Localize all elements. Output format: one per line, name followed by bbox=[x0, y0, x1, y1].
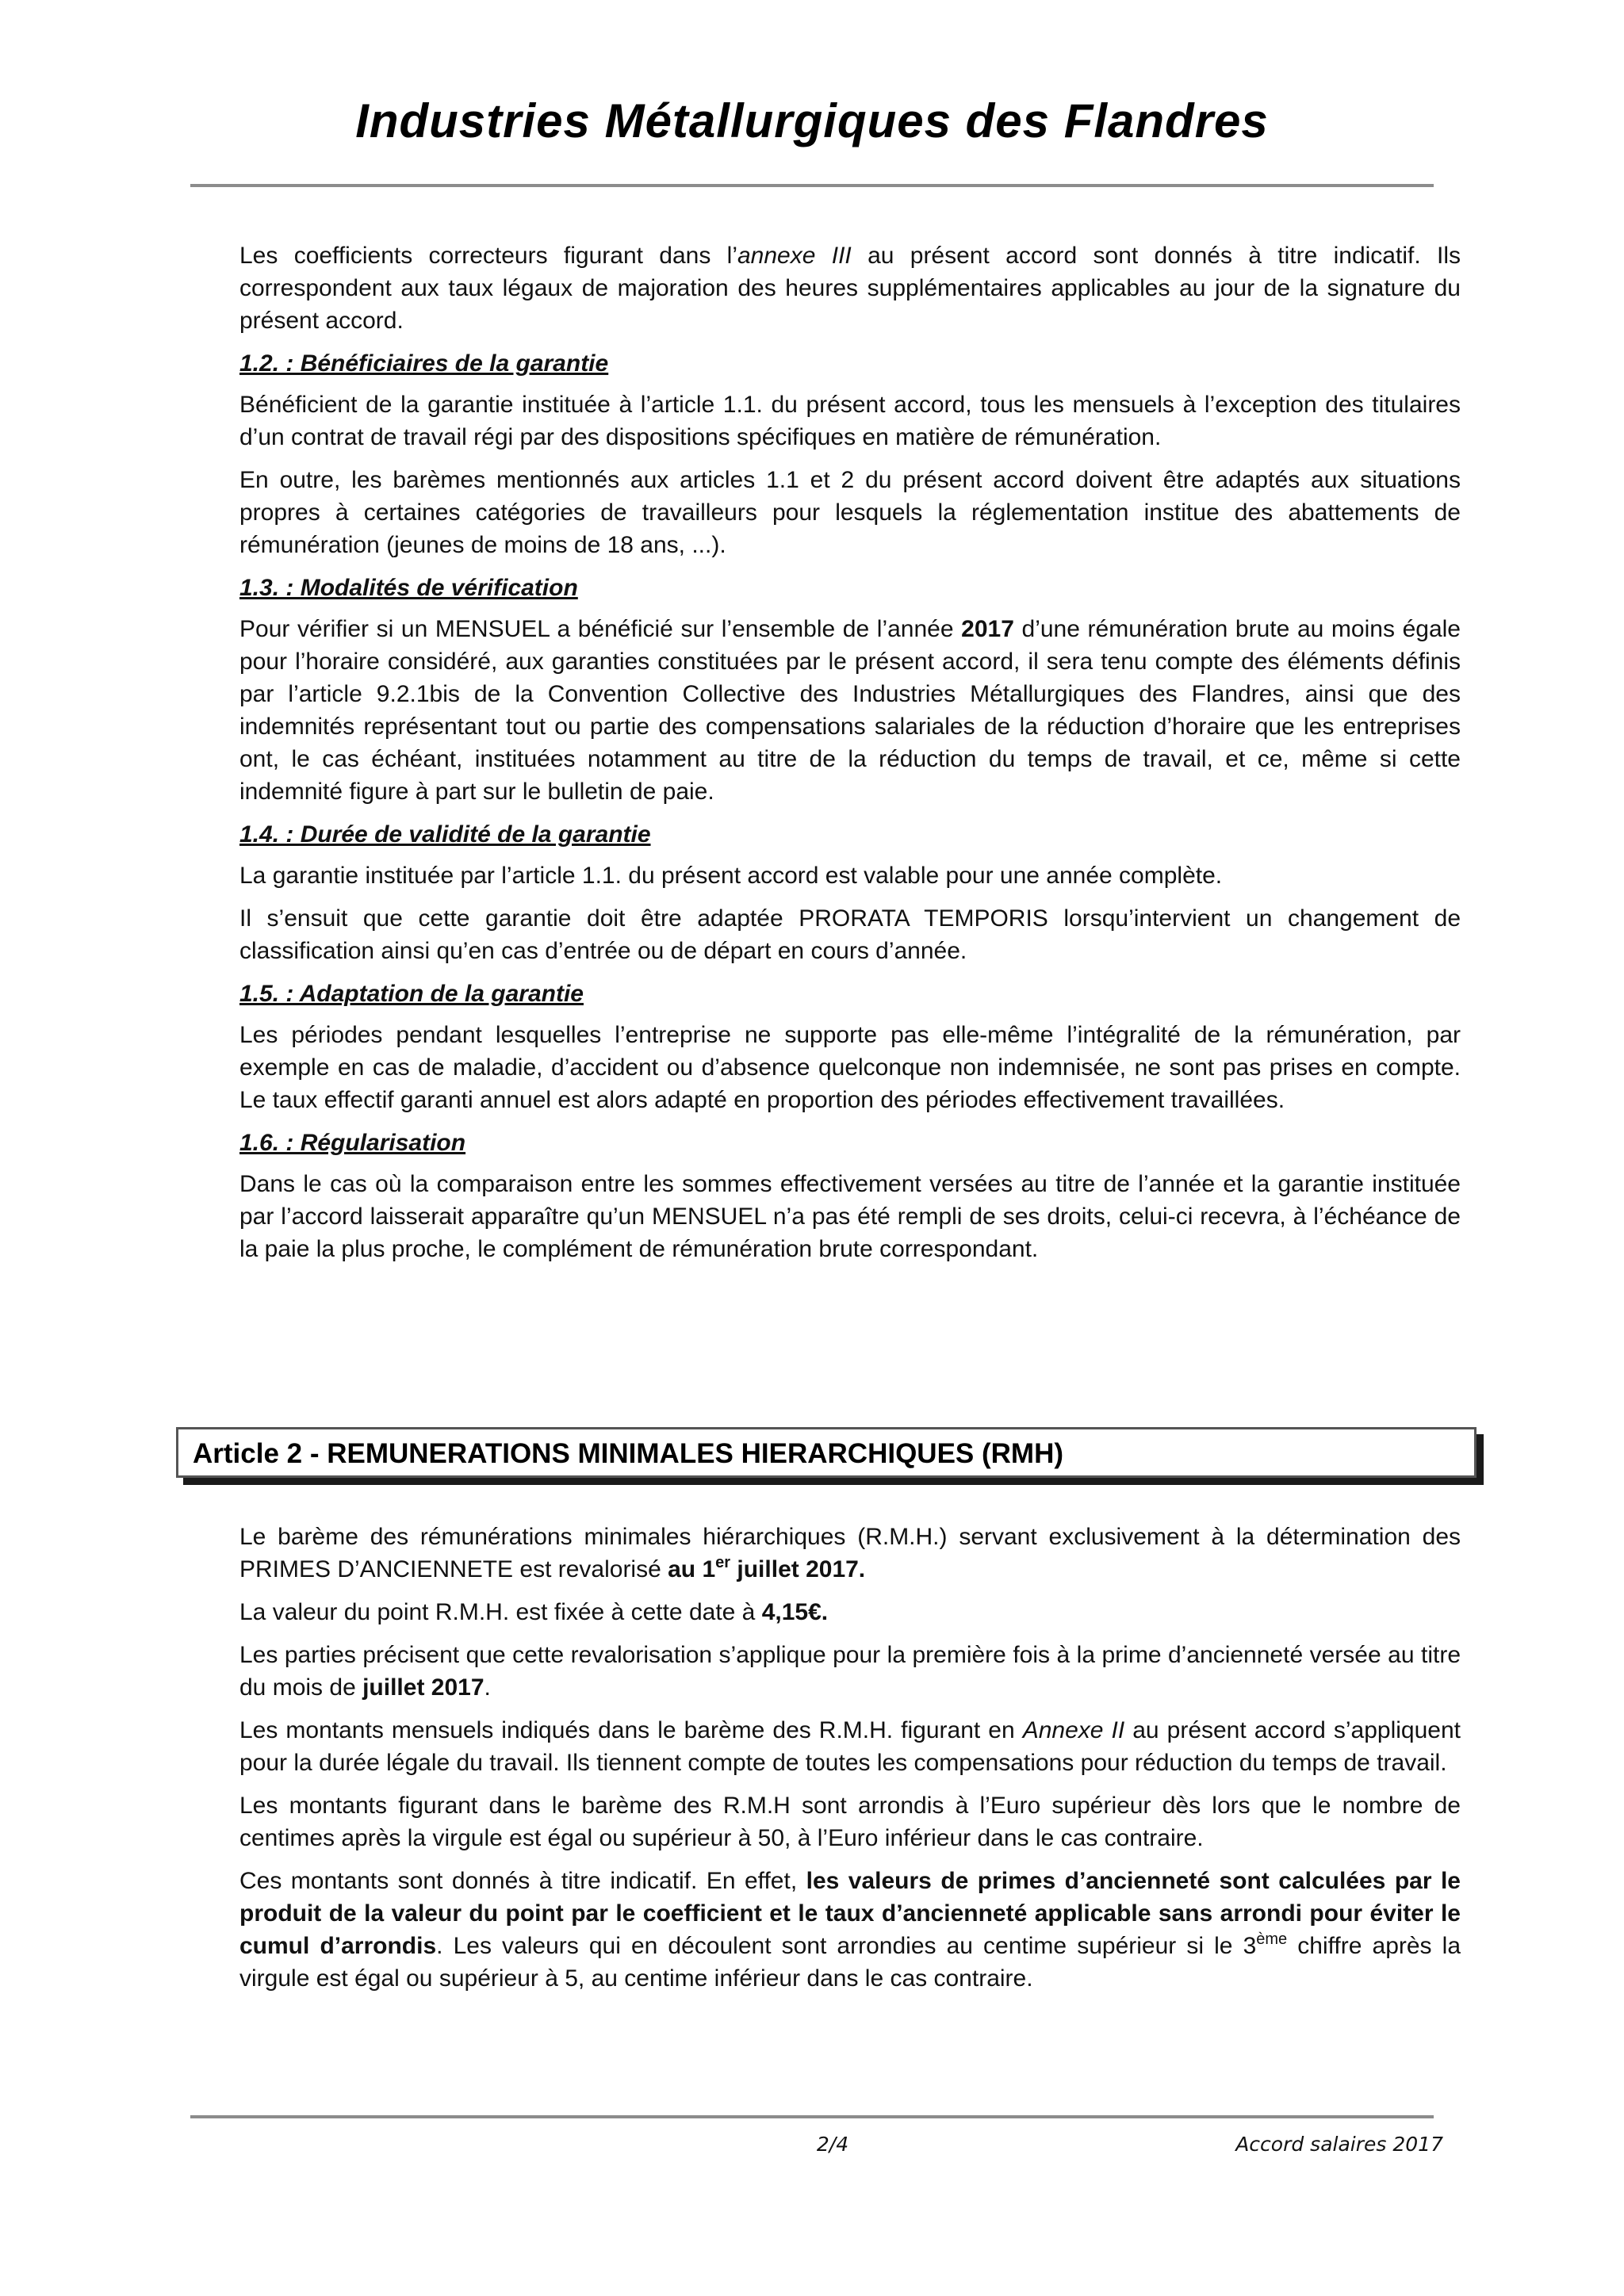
article-2-paragraph-3: Les parties précisent que cette revalorisation s’applique pour la première fois à la prime d’ancienneté versée au titre du mois de juillet 2017. bbox=[239, 1642, 1461, 1701]
paragraph-1-4-b: Il s’ensuit que cette garantie doit être adaptée PRORATA TEMPORIS lorsqu’intervient un changement de classification ainsi qu’en cas d’entrée ou de départ en cours d’année. bbox=[239, 905, 1461, 964]
heading-1-3: 1.3. : Modalités de vérification bbox=[239, 575, 578, 601]
heading-1-6: 1.6. : Régularisation bbox=[239, 1130, 466, 1156]
article-2-body bbox=[239, 1521, 1461, 2005]
article-2-paragraph-4: Les montants mensuels indiqués dans le barème des R.M.H. figurant en Annexe II au présent accord s’appliquent pour la durée légale du travail. Ils tiennent compte de toutes les compensations pour réduction du temps de travail. bbox=[239, 1717, 1461, 1776]
heading-1-5: 1.5. : Adaptation de la garantie bbox=[239, 981, 584, 1007]
paragraph-1-2-a: Bénéficient de la garantie instituée à l’article 1.1. du présent accord, tous les mensuels à l’exception des titulaires d’un contrat de travail régi par des dispositions spécifiques en matière de rémunération. bbox=[239, 392, 1461, 450]
article-2-paragraph-6: Ces montants sont donnés à titre indicatif. En effet, les valeurs de primes d’ancienneté sont calculées par le produit de la valeur du point par le coefficient et le taux d’ancienneté applicable sans arrondi pour éviter le cumul d’arrondis. Les valeurs qui en découlent sont arrondies au centime supérieur si le 3ème chiffre après la virgule est égal ou supérieur à 5, au centime inférieur dans le cas contraire. bbox=[239, 1868, 1461, 1992]
paragraph-1-2-b: En outre, les barèmes mentionnés aux articles 1.1 et 2 du présent accord doivent être adaptés aux situations propres à certaines catégories de travailleurs pour lesquels la réglementation institue des abattements de rémunération (jeunes de moins de 18 ans, ...). bbox=[239, 467, 1461, 558]
paragraph-1-5: Les périodes pendant lesquelles l’entreprise ne supporte pas elle-même l’intégralité de la rémunération, par exemple en cas de maladie, d’accident ou d’absence quelconque non indemnisée, ne sont pas prises en compte. Le taux effectif garanti annuel est alors adapté en proportion des périodes effectivement travaillées. bbox=[239, 1022, 1461, 1113]
page-number: 2/4 bbox=[816, 2133, 849, 2156]
article-2-title: Article 2 - REMUNERATIONS MINIMALES HIERARCHIQUES (RMH) bbox=[193, 1438, 1064, 1469]
header-divider bbox=[190, 184, 1434, 187]
intro-paragraph: Les coefficients correcteurs figurant dans l’annexe III au présent accord sont donnés à titre indicatif. Ils correspondent aux taux légaux de majoration des heures supplémentaires applicables au jour de la signature du présent accord. bbox=[239, 243, 1461, 334]
article-2-paragraph-1: Le barème des rémunérations minimales hiérarchiques (R.M.H.) servant exclusivement à la détermination des PRIMES D’ANCIENNETE est revalorisé au 1er juillet 2017. bbox=[239, 1524, 1461, 1582]
paragraph-1-3: Pour vérifier si un MENSUEL a bénéficié sur l’ensemble de l’année 2017 d’une rémunération brute au moins égale pour l’horaire considéré, aux garanties constituées par le présent accord, il sera tenu compte des éléments définis par l’article 9.2.1bis de la Convention Collective des Industries Métallurgiques des Flandres, ainsi que des indemnités représentant tout ou partie des compensations salariales de la réduction d’horaire que les entreprises ont, le cas échéant, instituées notamment au titre de la réduction du temps de travail, et ce, même si cette indemnité figure à part sur le bulletin de paie. bbox=[239, 616, 1461, 805]
section-1-body bbox=[239, 239, 1461, 1276]
paragraph-1-4-a: La garantie instituée par l’article 1.1. du présent accord est valable pour une année complète. bbox=[239, 863, 1223, 889]
document-name: Accord salaires 2017 bbox=[1235, 2133, 1443, 2156]
page-title: Industries Métallurgiques des Flandres bbox=[355, 94, 1269, 147]
paragraph-1-6: Dans le cas où la comparaison entre les sommes effectivement versées au titre de l’année et la garantie instituée par l’accord laisserait apparaître qu’un MENSUEL n’a pas été rempli de ses droits, celui-ci recevra, à l’échéance de la paie la plus proche, le complément de rémunération brute correspondant. bbox=[239, 1171, 1461, 1262]
article-2-paragraph-5: Les montants figurant dans le barème des R.M.H sont arrondis à l’Euro supérieur dès lors que le nombre de centimes après la virgule est égal ou supérieur à 50, à l’Euro inférieur dans le cas contraire. bbox=[239, 1793, 1461, 1851]
article-2-paragraph-2: La valeur du point R.M.H. est fixée à cette date à 4,15€. bbox=[239, 1599, 829, 1625]
heading-1-2: 1.2. : Bénéficiaires de la garantie bbox=[239, 350, 609, 377]
article-2-heading-box bbox=[176, 1427, 1477, 1478]
heading-1-4: 1.4. : Durée de validité de la garantie bbox=[239, 821, 651, 848]
footer-divider bbox=[190, 2115, 1434, 2118]
